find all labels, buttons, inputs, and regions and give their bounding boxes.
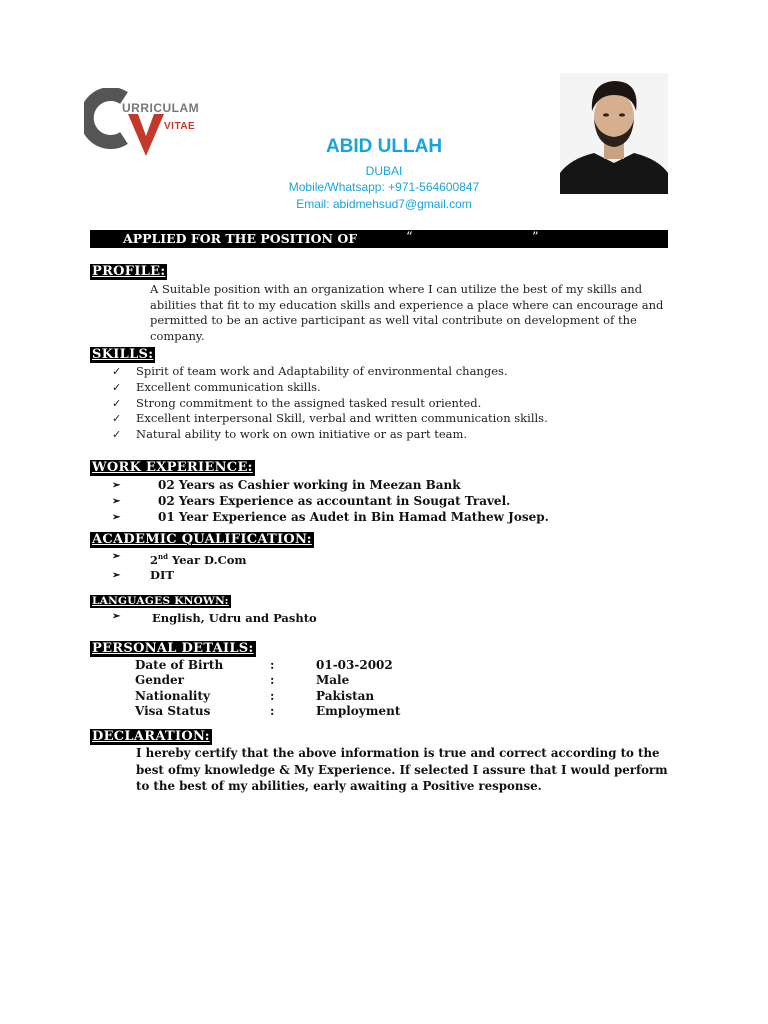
academic-heading: ACADEMIC QUALIFICATION: xyxy=(92,532,312,547)
check-icon: ✓ xyxy=(112,428,122,442)
arrow-bullet-icon: ➢ xyxy=(112,570,121,582)
list-item xyxy=(112,549,247,568)
arrow-bullet-icon: ➢ xyxy=(112,511,121,523)
detail-value: 01-03-2002 xyxy=(316,658,393,672)
applied-position-bar xyxy=(90,230,668,248)
list-item xyxy=(112,411,548,427)
list-item xyxy=(112,494,549,510)
detail-value: Pakistan xyxy=(316,688,375,703)
work-experience-list xyxy=(112,478,549,525)
languages-list xyxy=(112,611,317,625)
arrow-bullet-icon: ➢ xyxy=(112,495,121,507)
list-item xyxy=(112,427,548,443)
profile-heading: PROFILE: xyxy=(92,264,166,279)
applied-position-label: APPLIED FOR THE POSITION OF xyxy=(123,231,358,246)
position-open-quote: “ xyxy=(406,230,413,245)
skills-heading: SKILLS: xyxy=(92,347,154,362)
detail-value: Male xyxy=(316,673,350,688)
list-item xyxy=(112,396,548,412)
profile-text-block xyxy=(90,282,670,344)
academic-list xyxy=(112,549,247,584)
position-close-quote: ” xyxy=(532,230,539,245)
list-item xyxy=(112,510,549,526)
declaration-text: I hereby certify that the above information is true and correct according to the best ofmy knowledge & My Experience. If selected I assure that I would perform to the best of my abilities, early awaiting a Positive response. xyxy=(136,746,668,793)
detail-key: Nationality xyxy=(135,688,210,703)
skills-list xyxy=(112,364,548,443)
work-item-text: 02 Years as Cashier working in Meezan Bank xyxy=(158,478,461,492)
arrow-bullet-icon: ➢ xyxy=(112,480,121,491)
check-icon: ✓ xyxy=(112,365,122,378)
declaration-block xyxy=(90,745,670,795)
work-item-text: 02 Years Experience as accountant in Sougat Travel. xyxy=(158,493,511,508)
skill-text: Excellent interpersonal Skill, verbal and written communication skills. xyxy=(136,411,548,426)
detail-key: Gender xyxy=(135,673,184,688)
detail-value: Employment xyxy=(316,703,401,718)
profile-text: A Suitable position with an organization where I can utilize the best of my skills and abilities that fit to my education skills and experience a place where can encourage and permitted to be an active participant as well vital contribute on development of the company. xyxy=(150,282,664,343)
academic-item-text xyxy=(112,553,247,567)
check-icon: ✓ xyxy=(112,396,122,410)
logo-text-curriculam: URRICULAM xyxy=(122,101,200,115)
language-text: English, Udru and Pashto xyxy=(152,611,317,625)
logo-text-vitae: VITAE xyxy=(164,121,196,132)
candidate-email: Email: abidmehsud7@gmail.com xyxy=(296,197,472,211)
check-icon: ✓ xyxy=(112,380,122,394)
detail-separator: : xyxy=(270,673,275,688)
academic-year-rest: Year D.Com xyxy=(168,552,247,567)
work-item-text: 01 Year Experience as Audet in Bin Hamad Mathew Josep. xyxy=(158,509,549,524)
list-item xyxy=(112,364,548,380)
skill-text: Natural ability to work on own initiative or as part team. xyxy=(136,427,468,442)
academic-item-text: DIT xyxy=(150,568,174,583)
list-item xyxy=(112,568,247,584)
detail-key: Visa Status xyxy=(135,703,211,718)
declaration-heading: DECLARATION: xyxy=(92,729,210,744)
skill-text: Excellent communication skills. xyxy=(136,379,321,394)
skill-text: Strong commitment to the assigned tasked result oriented. xyxy=(136,395,482,410)
detail-separator: : xyxy=(270,658,275,672)
list-item xyxy=(112,478,549,494)
list-item xyxy=(112,380,548,396)
list-item xyxy=(112,611,317,625)
arrow-bullet-icon: ➢ xyxy=(112,611,121,622)
languages-heading: LANGUAGES KNOWN: xyxy=(92,595,229,607)
work-experience-heading: WORK EXPERIENCE: xyxy=(92,460,253,475)
detail-separator: : xyxy=(270,703,275,718)
personal-details-heading: PERSONAL DETAILS: xyxy=(92,641,254,656)
skill-text: Spirit of team work and Adaptability of environmental changes. xyxy=(136,364,508,378)
detail-key: Date of Birth xyxy=(135,658,224,672)
academic-year-number: 2 xyxy=(150,552,159,567)
arrow-bullet-icon: ➢ xyxy=(112,551,121,562)
check-icon: ✓ xyxy=(112,412,122,426)
candidate-phone: Mobile/Whatsapp: +971-564600847 xyxy=(288,180,480,194)
detail-separator: : xyxy=(270,688,275,703)
candidate-name: ABID ULLAH xyxy=(325,136,443,157)
candidate-city: DUBAI xyxy=(365,164,403,178)
academic-year-ordinal: nd xyxy=(158,552,168,561)
